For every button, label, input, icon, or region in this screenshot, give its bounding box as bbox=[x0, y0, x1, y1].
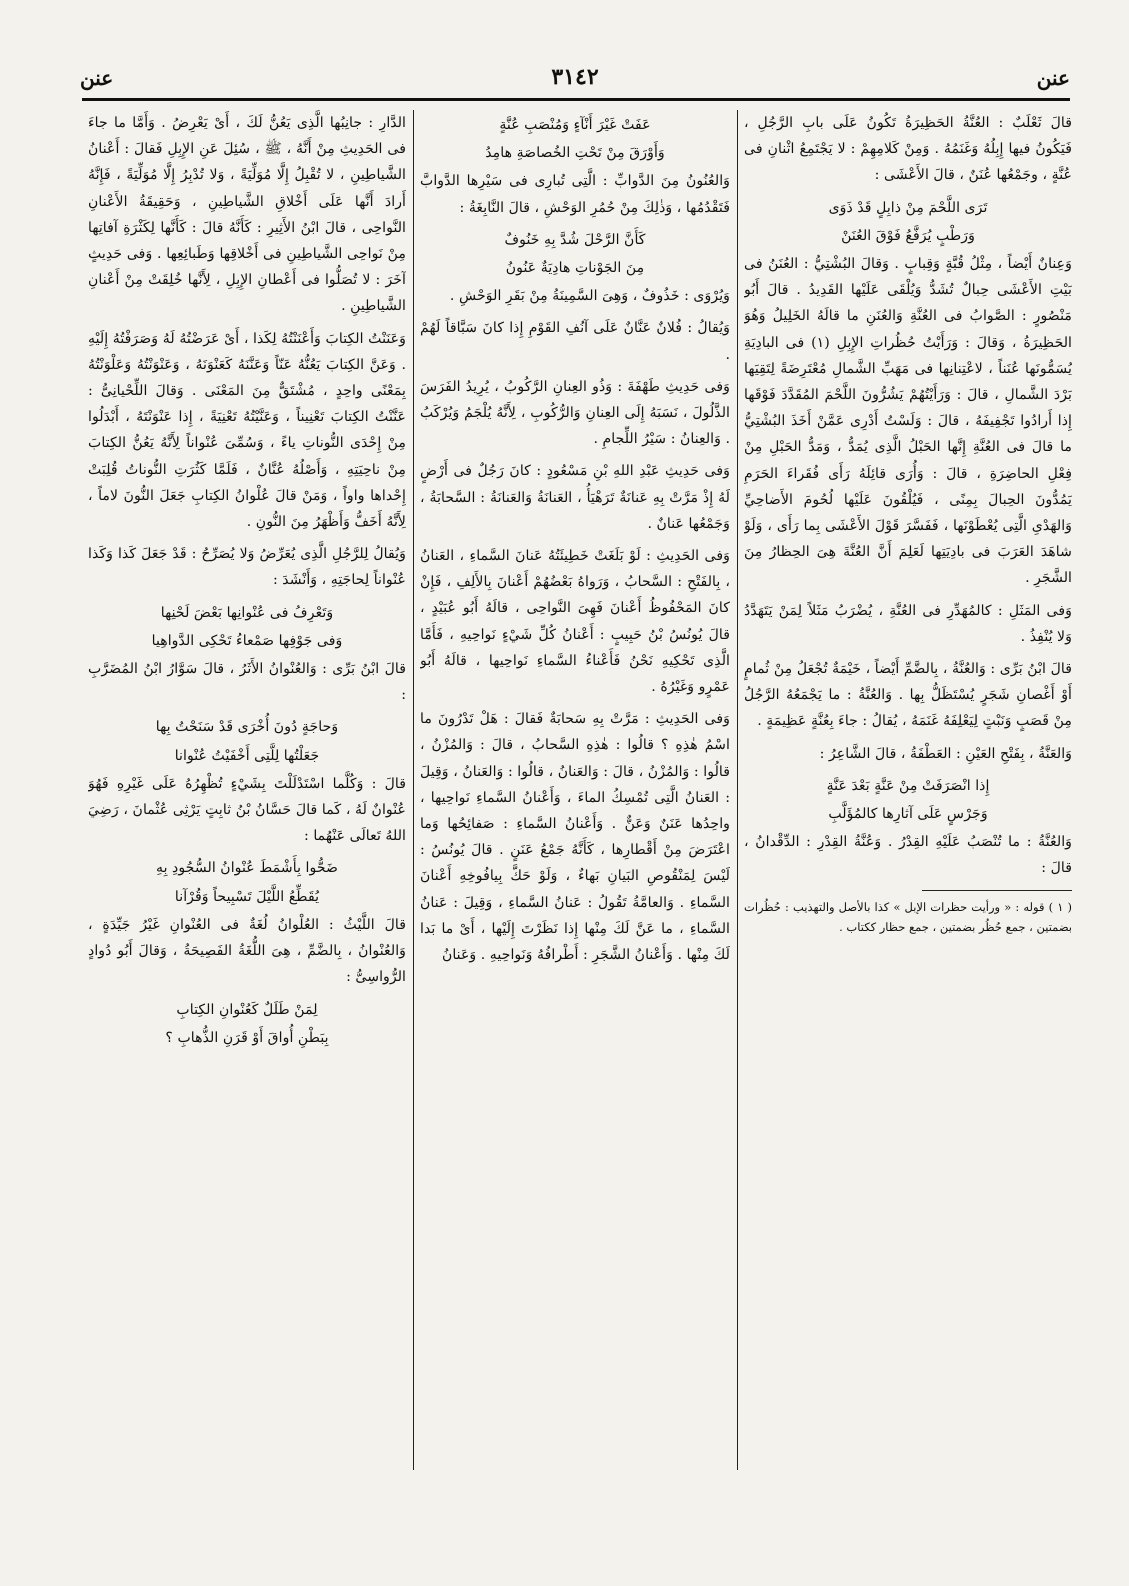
verse-line: وَجَرْسٍ عَلَى آثارِها كالمُؤَلَّبِ bbox=[828, 806, 988, 823]
verse-line: كَأَنَّ الرَّحْلَ شُدَّ بِهِ خَنُوفٌ bbox=[504, 231, 646, 248]
header-entry-word-left: عنن bbox=[80, 66, 114, 90]
verse-line: وَرَطْبٍ يُرَفَّعُ فَوْقَ العُنَنْ bbox=[841, 227, 975, 244]
verse-line: وَحاجَةٍ دُونَ أُخْرَى قَدْ سَنَحْتُ بِها bbox=[155, 719, 339, 736]
column-divider-right bbox=[737, 110, 738, 1470]
verse-line: وَأَوْرَقَ مِنْ تَحْتِ الخُصاصَةِ هامِدُ bbox=[485, 145, 665, 162]
column-right bbox=[744, 110, 1072, 1550]
verse-line: تَرَى اللَّحْمَ مِنْ ذابِلٍ قَدْ ذَوَى bbox=[828, 199, 988, 216]
paragraph: الدَّارِ : جانِبُها الَّذِى يَعُنُّ لَكَ ، أَىْ يَعْرِضُ . وَأَمَّا ما جاءَ فى الحَدِيثِ مِنْ أَنَّهُ ، ﷺ ، سُئِلَ عَنِ الإِبِلِ فَقالَ : أَعْنانُ الشَّياطِينِ ، لا تُقْبِلُ إِلَّا مُوَلِّيَةً ، وَلا تُدْبِرُ إِلَّا مُوَلِّيَةً ، فَإِنَّهُ أَرادَ أَنَّها عَلَى أَخْلاقِ الشَّياطِينِ ، وَحَقِيقَةُ الأَعْنانِ النَّواحِى ، قالَ ابْنُ الأَثِيرِ : كَأَنَّهُ قالَ : كَأَنَّها لِكَثْرَةِ آفاتِها مِنْ نَواحِى الشَّياطِينِ فى أَخْلاقِها وَطَبائِعِها . وَفى حَدِيثٍ آخَرَ : لا تُصَلُّوا فى أَعْطانِ الإِبِلِ ، لِأَنَّها خُلِقَتْ مِنْ أَعْنانِ الشَّياطِينِ . bbox=[88, 115, 406, 315]
paragraph: وَفى الحَدِيثِ : مَرَّتْ بِهِ سَحابَةٌ فَقالَ : هَلْ تَدْرُونَ ما اسْمُ هٰذِهِ ؟ قالُوا : هٰذِهِ السَّحابُ ، قالَ : وَالمُزْنُ ، قالُوا : وَالمُزْنُ ، قالَ : وَالعَنانُ ، قالُوا : وَالعَنانُ ، وَقِيلَ : العَنانُ الَّتِى تُمْسِكُ الماءَ ، وَأَعْنانُ السَّماءِ نَواحِيها ، واحِدُها عَنَنٌ وَعَنٌّ . وَأَعْنانُ السَّماءِ : صَفائِحُها وَما اعْتَرَضَ مِنْ أَقْطارِها ، كَأَنَّهُ جَمْعُ عَنَنٍ . قالَ يُونُسُ : لَيْسَ لِمَنْقُوصِ البَيانِ بَهاءٌ ، وَلَوْ حَكَّ بِيافُوخِهِ أَعْنانَ السَّماءِ . وَالعامَّةُ تَقُولُ : عَنانُ السَّماءِ ، وَقِيلَ : عَنانُ السَّماءِ ، ما عَنَّ لَكَ مِنْها إِذا نَظَرْتَ إِلَيْها ، أَىْ ما بَدا لَكَ مِنْها . وَأَعْنانُ الشَّجَرِ : أَطْرافُهُ وَنَواحِيهِ . وَعَنانُ bbox=[420, 711, 730, 964]
verse-line: جَعَلْتُها لِلَّتِى أَخْفَيْتُ عُنْوانا bbox=[174, 747, 320, 764]
page-header bbox=[80, 58, 1070, 98]
footnote-rule bbox=[922, 890, 1072, 891]
paragraph: وَفى الحَدِيثِ : لَوْ بَلَغَتْ خَطِيئَتُهُ عَنانَ السَّماءِ ، العَنانُ ، بِالفَتْحِ : السَّحابُ ، وَرَواهُ بَعْضُهُمْ أَعْنانَ بِالأَلِفِ ، فَإِنْ كانَ المَحْفُوظُ أَعْنانَ فَهِىَ النَّواحِى ، قالَهُ أَبُو عُبَيْدٍ ، قالَ يُونُسُ بْنُ حَبِيبٍ : أَعْنانُ كُلِّ شَيْءٍ نَواحِيهِ ، فَأَمَّا الَّذِى تَحْكِيهِ نَحْنُ فَأَعْناءُ السَّماءِ نَواحِيها ، قالَهُ أَبُو عَمْرٍو وَغَيْرُهُ . bbox=[420, 548, 730, 696]
paragraph: وَالعُنَّةُ : ما تُنْصَبُ عَلَيْهِ القِدْرُ . وَعُنَّةُ القِدْرِ : الدِّقْدانُ ، قالَ : bbox=[744, 834, 1072, 877]
paragraph: قالَ ابْنُ بَرِّى : وَالعُنْوانُ الأَثَرُ ، قالَ سَوَّارُ ابْنُ المُضَرَّبِ : bbox=[88, 661, 406, 704]
page-number: ٣١٤٢ bbox=[551, 64, 599, 90]
header-rule bbox=[82, 98, 1070, 101]
verse-line: ضَحُّوا بِأَشْمَطَ عُنْوانُ السُّجُودِ بِهِ bbox=[155, 860, 339, 877]
paragraph: وَيُقالُ : فُلانٌ عَنَّانٌ عَلَى آنُفِ القَوْمِ إِذا كانَ سَبَّاقاً لَهُمْ . bbox=[420, 320, 730, 363]
paragraph: قالَ ثَعْلَبٌ : العُنَّةُ الحَظِيرَةُ تَكُونُ عَلَى بابِ الرَّجُلِ ، فَيَكُونُ فيها إِبِلُهُ وَغَنَمُهُ . وَمِنْ كَلامِهِمْ : لا يَجْتَمِعُ اثْنانِ فى عُنَّةٍ ، وجَمْعُها عُنَنٌ ، قالَ الأَعْشَى : bbox=[744, 115, 1072, 184]
paragraph: قالَ ابْنُ بَرِّى : وَالعُنَّةُ ، بِالضَّمِّ أَيْضاً ، خَيْمَةٌ تُجْعَلُ مِنْ ثُمامٍ أَوْ أَغْصانِ شَجَرٍ يُسْتَظَلُّ بِها . وَالعُنَّةُ : ما يَجْمَعُهُ الرَّجُلُ مِنْ قَصَبٍ وَنَبْتٍ لِيَعْلِفَهُ غَنَمَهُ ، يُقالُ : جاءَ بِعُنَّةٍ عَظِيمَةٍ . bbox=[744, 661, 1072, 730]
column-divider-left bbox=[413, 110, 414, 1470]
verse-line: مِنَ الجَوْناتِ هادِيَةٌ عَنُونُ bbox=[505, 260, 645, 277]
paragraph: وَيُقالُ لِلرَّجُلِ الَّذِى يُعَرِّضُ وَلا يُصَرِّحُ : قَدْ جَعَلَ كَذا وَكَذا عُنْواناً لِحاجَتِهِ ، وَأَنْشَدَ : bbox=[88, 546, 406, 589]
paragraph: وَعِنانٌ أَيْضاً ، مِثْلُ قُبَّةٍ وَقِبابٍ . وَقالَ البُشْتِيُّ : العُنَنُ فى بَيْتِ الأَعْشَى حِبالٌ تُشَدُّ وَيُلْقَى عَلَيْها القَدِيدُ . قالَ أَبُو مَنْصُورٍ : الصَّوابُ فى العُنَّةِ وَالعُنَنِ ما قالَهُ الخَلِيلُ وَهُوَ الحَظِيرَةُ ، وَقالَ : وَرَأَيْتُ حُظُراتِ الإِبِلِ (١) فى البادِيَةِ يُسَمُّونَها عُنَناً ، لاعْتِنانِها فى مَهَبِّ الشَّمالِ مُعْتَرِضَةً لِتَقِيَها بَرْدَ الشَّمالِ ، قالَ : وَرَأَيْتُهُمْ يَشُرُّونَ اللَّحْمَ المُقَدَّدَ فَوْقَها إِذا أَرادُوا تَجْفِيفَهُ ، قالَ : وَلَسْتُ أَدْرِى عَمَّنْ أَخَذَ البُشْتِيُّ ما قالَ فى العُنَّةِ إِنَّها الحَبْلُ الَّذِى يُمَدُّ ، وَمَدُّ الحَبْلِ مِنْ فِعْلِ الحاضِرَةِ ، قالَ : وَأُرَى قائِلَهُ رَأَى فُقَراءَ الحَرَمِ يَمُدُّونَ الحِبالَ بِمِنًى ، فَيُلْقُونَ عَلَيْها لُحُومَ الأَضاحِيِّ وَالهَدْىِ الَّتِى يُعْطَوْنَها ، فَفَسَّرَ قَوْلَ الأَعْشَى بِما رَأَى ، وَلَوْ شاهَدَ العَرَبَ فى بادِيَتِها لَعَلِمَ أَنَّ العُنَّةَ هِىَ الحِظارُ مِنَ الشَّجَرِ . bbox=[744, 256, 1072, 587]
verse-line: عَفَتْ غَيْرَ أَنْآءٍ وَمُنْصَبِ عُنَّةٍ bbox=[499, 117, 651, 133]
paragraph: وَالعَنَّةُ ، بِفَتْحِ العَيْنِ : العَطْفَةُ ، قالَ الشَّاعِرُ : bbox=[819, 745, 1072, 762]
header-entry-word-right: عنن bbox=[1036, 66, 1070, 90]
paragraph: وَفى حَدِيثِ طَهْفَةَ : وَذُو العِنانِ الرَّكُوبُ ، يُرِيدُ الفَرَسَ الذَّلُولَ ، نَسَبَهُ إِلَى العِنانِ وَالرُّكُوبِ ، لِأَنَّهُ يُلْجَمُ وَيُرْكَبُ . وَالعِنانُ : سَيْرُ اللِّجامِ . bbox=[420, 378, 730, 448]
paragraph: قالَ : وَكُلَّما اسْتَدْلَلْتَ بِشَيْءٍ تُظْهِرُهُ عَلَى غَيْرِهِ فَهُوَ عُنْوانٌ لَهُ ، كَما قالَ حَسَّانُ بْنُ ثابِتٍ يَرْثِى عُثْمانَ ، رَضِيَ اللهُ تَعالَى عَنْهُما : bbox=[88, 775, 406, 845]
paragraph: وَيُرْوَى : خَذُوفٌ ، وَهِىَ السَّمِينَةُ مِنْ بَقَرِ الوَحْشِ . bbox=[449, 288, 730, 305]
paragraph: وَالعُنُونُ مِنَ الدَّوابِّ : الَّتِى تُبارِى فى سَيْرِها الدَّوابَّ فَتَقْدُمُها ، وَذٰلِكَ مِنْ حُمُرِ الوَحْشِ ، قالَ النَّابِغَةُ : bbox=[420, 173, 730, 216]
paragraph: قالَ اللَّيْثُ : العُلْوانُ لُغَةٌ فى العُنْوانِ غَيْرُ جَيِّدَةٍ ، وَالعُنْوانُ ، بِالضَّمِّ ، هِىَ اللُّغَةُ الفَصِيحَةُ ، وَقالَ أَبُو دُوادٍ الرُّواسِىُّ : bbox=[88, 916, 406, 986]
paragraph: وَفى حَدِيثِ عَبْدِ اللهِ بْنِ مَسْعُودٍ : كانَ رَجُلٌ فى أَرْضٍ لَهُ إِذْ مَرَّتْ بِهِ عَنانَةٌ تَرَهْيَأُ ، العَنانَةُ وَالعَنانَةُ : السَّحابَةُ ، وَجَمْعُها عَنانٌ . bbox=[420, 463, 730, 532]
column-left bbox=[88, 110, 406, 1550]
verse-line: بِبَطْنِ أُواقَ أَوْ قَرَنِ الذُّهابِ ؟ bbox=[165, 1029, 329, 1046]
paragraph: وَفى المَثَلِ : كالمُهَدِّرِ فى العُنَّةِ ، يُضْرَبُ مَثَلاً لِمَنْ يَتَهَدَّدُ وَلا يُنْفِذُ . bbox=[744, 602, 1072, 645]
column-middle bbox=[420, 110, 730, 1550]
verse-line: إِذا انْصَرَفَتْ مِنْ عَنَّةٍ بَعْدَ عَنَّةٍ bbox=[826, 777, 990, 794]
verse-line: وَتَعْرِفُ فى عُنْوانِها بَعْضَ لَحْنِها bbox=[160, 604, 334, 621]
verse-line: يُقَطِّعُ اللَّيْلَ تَسْبِيحاً وَقُرْآنا bbox=[174, 888, 320, 905]
footnote: ( ١ ) قوله : « ورأيت حظرات الإبل » كذا بالأصل والتهذيب : حُظُرات بضمتين ، جمع حُظُر بضمتين ، جمع حظار ككتاب . bbox=[744, 899, 1072, 934]
verse-line: وَفى جَوْفِها صَمْعاءُ تَحْكِى الدَّواهِيا bbox=[151, 632, 343, 649]
paragraph: وَعَنَنْتُ الكِتابَ وَأَعْنَنْتُهُ لِكَذا ، أَىْ عَرَضْتُهُ لَهُ وَصَرَفْتُهُ إِلَيْهِ . وَعَنَّ الكِتابَ يَعُنُّهُ عَنّاً وَعَنَّنَهُ كَعَنْوَنَهُ ، وَعَنْوَنْتُهُ وَعَلْوَنْتُهُ بِمَعْنًى واحِدٍ ، مُشْتَقٌّ مِنَ المَعْنَى . وَقالَ اللِّحْيانِىُّ : عَنَّنْتُ الكِتابَ تَعْنِيناً ، وَعَنَّيْتُهُ تَعْنِيَةً ، إِذا عَنْوَنْتَهُ ، أَبْدَلُوا مِنْ إِحْدَى النُّوناتِ ياءً ، وَسُمِّىَ عُنْواناً لِأَنَّهُ يَعُنُّ الكِتابَ مِنْ ناحِيَتِهِ ، وَأَصْلُهُ عُنَّانٌ ، فَلَمَّا كَثُرَتِ النُّوناتُ قُلِبَتْ إِحْداها واواً ، وَمَنْ قالَ عُلْوانُ الكِتابِ جَعَلَ النُّونَ لاماً ، لِأَنَّهُ أَخَفُّ وَأَظْهَرُ مِنَ النُّونِ . bbox=[88, 330, 406, 531]
verse-line: لِمَنْ طَلَلٌ كَعُنْوانِ الكِتابِ bbox=[176, 1001, 318, 1018]
